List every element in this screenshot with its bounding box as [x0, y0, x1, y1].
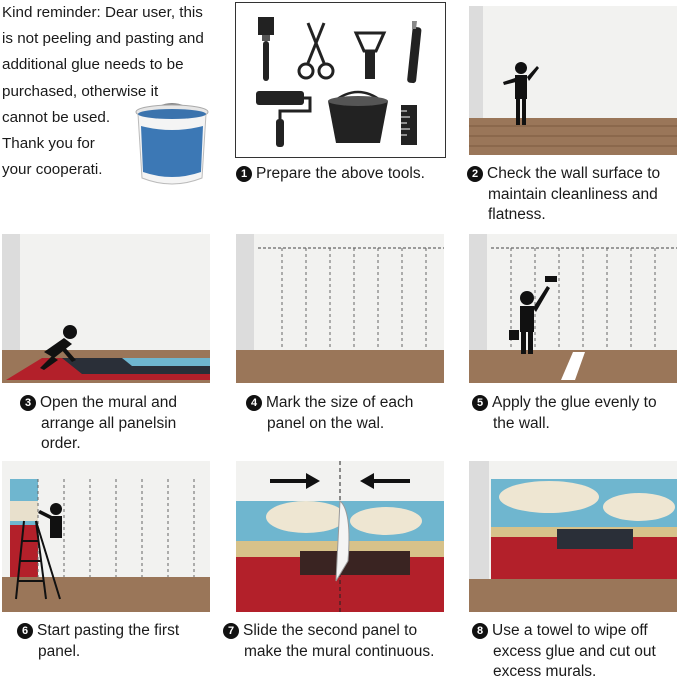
step-6-caption: 6 Start pasting the first panel.	[17, 621, 179, 662]
step-8-scene	[469, 461, 677, 612]
reminder-line: your cooperati.	[2, 161, 103, 179]
reminder-line: purchased, otherwise it	[2, 82, 159, 100]
step-7-caption: 7 Slide the second panel to make the mural continuous.	[223, 621, 434, 662]
reminder-line: additional glue needs to be	[2, 56, 184, 74]
reminder-line: Thank you for	[2, 135, 95, 153]
paint-roller-icon	[256, 91, 310, 147]
glue-bucket-icon	[328, 92, 388, 143]
step-7-scene	[236, 461, 444, 612]
step-3-scene	[2, 234, 210, 383]
step-3-caption: 3 Open the mural and arrange all panelsin order.	[20, 393, 177, 455]
step-5-scene	[469, 234, 677, 383]
reminder-line: is not peeling and pasting and	[2, 30, 204, 48]
glue-bucket-icon	[132, 98, 212, 188]
scissors-icon	[299, 23, 333, 78]
scraper-icon	[356, 33, 384, 79]
tools-panel	[235, 2, 446, 158]
ruler-icon	[401, 105, 417, 145]
utility-knife-icon	[407, 21, 422, 83]
step-2-caption: 2 Check the wall surface to maintain cleanliness and flatness.	[467, 164, 660, 226]
reminder-line: cannot be used.	[2, 108, 111, 126]
step-2-scene	[469, 6, 677, 155]
step-4-scene	[236, 234, 444, 383]
paint-brush-icon	[258, 17, 274, 81]
step-5-caption: 5 Apply the glue evenly to the wall.	[472, 393, 657, 434]
step-6-scene	[2, 461, 210, 612]
step-8-caption: 8 Use a towel to wipe off excess glue and cut out excess murals.	[472, 621, 656, 683]
step-1-caption: 1 Prepare the above tools.	[236, 164, 425, 185]
reminder-line: Kind reminder: Dear user, this	[2, 4, 203, 21]
step-4-caption: 4 Mark the size of each panel on the wal.	[246, 393, 413, 434]
finished-mural	[491, 479, 677, 579]
